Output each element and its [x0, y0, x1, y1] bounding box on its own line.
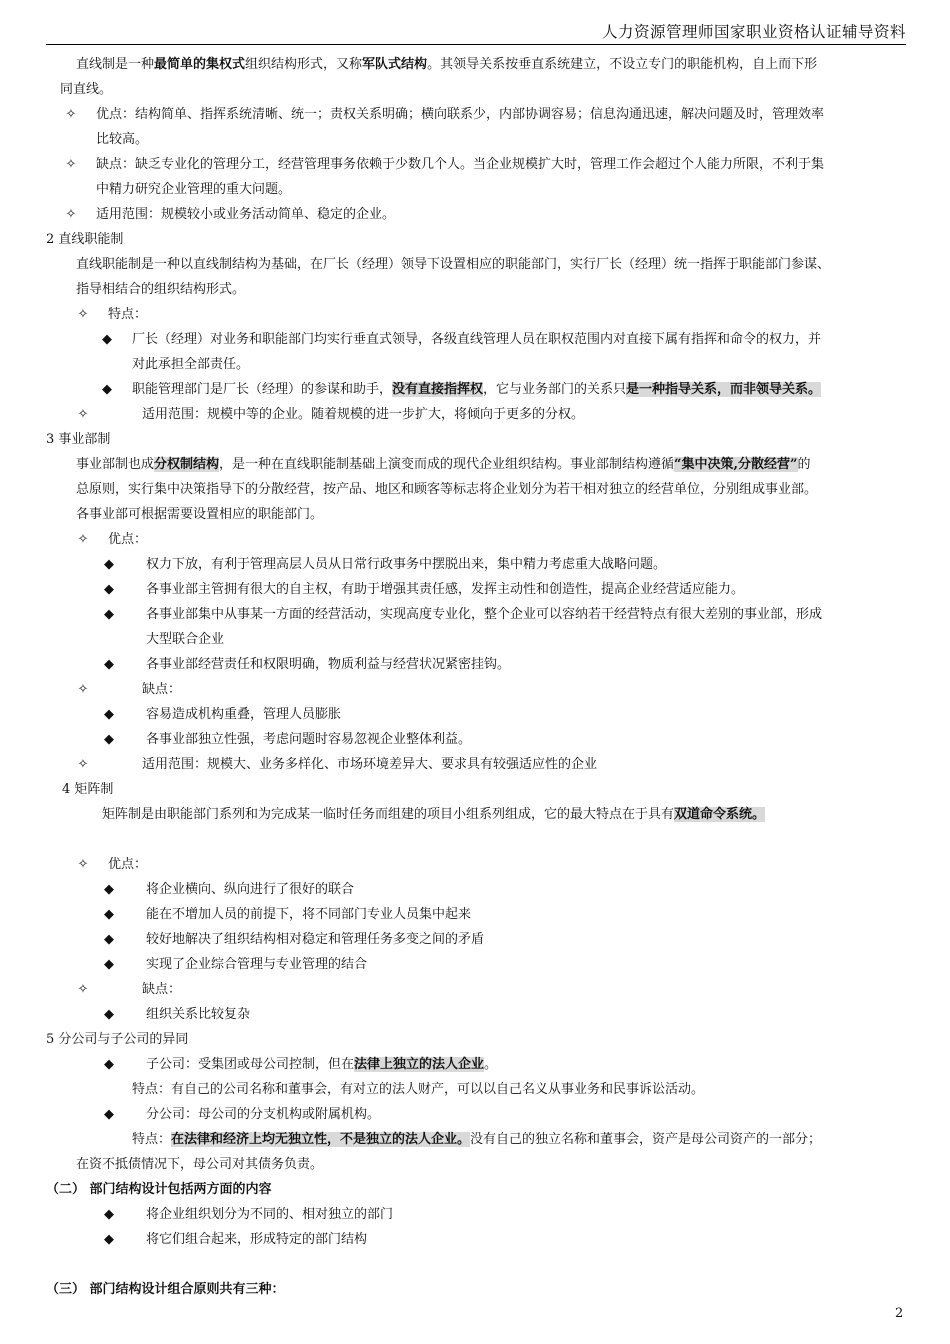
list-item	[100, 606, 118, 624]
list-item-text: 子公司：受集团或母公司控制，但在法律上独立的法人企业。	[146, 1057, 498, 1072]
list-item-text: 优点：	[108, 532, 148, 547]
list-item-text: 各事业部主管拥有很大的自主权，有助于增强其责任感，发挥主动性和创造性，提高企业经营适应能力。	[146, 582, 745, 597]
list-item-text: 大型联合企业	[146, 632, 225, 647]
list-item-text: 将它们组合起来，形成特定的部门结构	[146, 1232, 368, 1247]
diamond-bullet-icon: ◆	[104, 707, 114, 722]
list-item-text: 优点：结构简单、指挥系统清晰、统一；责权关系明确；横向联系少，内部协调容易；信息沟通迅速，解决问题及时，管理效率	[96, 107, 825, 122]
list-item	[100, 956, 118, 974]
list-item	[74, 531, 92, 549]
list-item	[100, 706, 118, 724]
paragraph-line: 特点：在法律和经济上均无独立性，不是独立的法人企业。没有自己的独立名称和董事会，资产是母公司资产的一部分；	[132, 1132, 822, 1147]
section-heading: 5 分公司与子公司的异同	[46, 1032, 189, 1047]
hollow-diamond-bullet-icon: ✧	[77, 307, 89, 322]
hollow-diamond-bullet-icon: ✧	[77, 982, 89, 997]
list-item-text: 较好地解决了组织结构相对稳定和管理任务多变之间的矛盾	[146, 932, 485, 947]
hollow-diamond-bullet-icon: ✧	[65, 157, 77, 172]
paragraph-line: 特点：有自己的公司名称和董事会，有对立的法人财产，可以以自己名义从事业务和民事诉讼活动。	[132, 1082, 705, 1097]
list-item	[62, 106, 80, 124]
paragraph-line: 在资不抵债情况下，母公司对其债务负责。	[76, 1157, 324, 1172]
header-title: 人力资源管理师国家职业资格认证辅导资料	[601, 23, 906, 41]
list-item-text: 适用范围：规模大、业务多样化、市场环境差异大、要求具有较强适应性的企业	[142, 757, 598, 772]
diamond-bullet-icon: ◆	[104, 932, 114, 947]
list-item-text: 能在不增加人员的前提下，将不同部门专业人员集中起来	[146, 907, 472, 922]
hollow-diamond-bullet-icon: ✧	[77, 857, 89, 872]
paragraph-line: 矩阵制是由职能部门系列和为完成某一临时任务而组建的项目小组系列组成，它的最大特点在于具有双道命令系统。	[102, 807, 766, 822]
diamond-bullet-icon: ◆	[104, 732, 114, 747]
diamond-bullet-icon: ◆	[102, 382, 112, 397]
list-item-text: 组织关系比较复杂	[146, 1007, 251, 1022]
list-item	[100, 906, 118, 924]
list-item-text: 对此承担全部责任。	[132, 357, 250, 372]
list-item-text: 缺点：	[142, 682, 182, 697]
list-item	[100, 1056, 118, 1074]
list-item-text: 各事业部独立性强，考虑问题时容易忽视企业整体利益。	[146, 732, 472, 747]
diamond-bullet-icon: ◆	[104, 557, 114, 572]
list-item	[98, 381, 116, 399]
list-item-text: 比较高。	[96, 132, 149, 147]
list-item	[100, 1231, 118, 1249]
diamond-bullet-icon: ◆	[104, 1232, 114, 1247]
list-item-text: 厂长（经理）对业务和职能部门均实行垂直式领导，各级直线管理人员在职权范围内对直接下属有指挥和命令的权力，并	[132, 332, 822, 347]
paragraph-line: 事业部制也成分权制结构，是一种在直线职能制基础上演变而成的现代企业组织结构。事业部制结构遵循“集中决策,分散经营”的	[76, 457, 811, 472]
list-item	[62, 156, 80, 174]
hollow-diamond-bullet-icon: ✧	[65, 107, 77, 122]
paragraph-line: 各事业部可根据需要设置相应的职能部门。	[76, 507, 324, 522]
hollow-diamond-bullet-icon: ✧	[77, 757, 89, 772]
page-header	[46, 22, 906, 45]
list-item-text: 权力下放，有利于管理高层人员从日常行政事务中摆脱出来，集中精力考虑重大战略问题。	[146, 557, 667, 572]
list-item-text: 各事业部集中从事某一方面的经营活动，实现高度专业化，整个企业可以容纳若干经营特点有很大差别的事业部，形成	[146, 607, 823, 622]
diamond-bullet-icon: ◆	[104, 1107, 114, 1122]
diamond-bullet-icon: ◆	[104, 1057, 114, 1072]
list-item-text: 容易造成机构重叠，管理人员膨胀	[146, 707, 342, 722]
diamond-bullet-icon: ◆	[104, 582, 114, 597]
list-item-text: 中精力研究企业管理的重大问题。	[96, 182, 292, 197]
hollow-diamond-bullet-icon: ✧	[65, 207, 77, 222]
hollow-diamond-bullet-icon: ✧	[77, 682, 89, 697]
section-heading: （二） 部门结构设计包括两方面的内容	[46, 1182, 272, 1197]
list-item-text: 缺点：缺乏专业化的管理分工，经营管理事务依赖于少数几个人。当企业规模扩大时，管理工作会超过个人能力所限，不利于集	[96, 157, 825, 172]
list-item	[100, 556, 118, 574]
list-item	[74, 306, 92, 324]
list-item-text: 适用范围：规模中等的企业。随着规模的进一步扩大，将倾向于更多的分权。	[142, 407, 585, 422]
list-item	[100, 731, 118, 749]
diamond-bullet-icon: ◆	[104, 607, 114, 622]
list-item	[100, 1206, 118, 1224]
list-item	[74, 981, 92, 999]
list-item-text: 特点：	[108, 307, 148, 322]
list-item	[98, 331, 116, 349]
diamond-bullet-icon: ◆	[104, 657, 114, 672]
list-item	[74, 681, 92, 699]
diamond-bullet-icon: ◆	[104, 882, 114, 897]
diamond-bullet-icon: ◆	[102, 332, 112, 347]
list-item	[100, 656, 118, 674]
list-item	[100, 581, 118, 599]
section-heading: 3 事业部制	[46, 432, 111, 447]
diamond-bullet-icon: ◆	[104, 907, 114, 922]
paragraph-line: 指导相结合的组织结构形式。	[76, 282, 246, 297]
list-item-text: 优点：	[108, 857, 148, 872]
list-item-text: 缺点：	[142, 982, 182, 997]
list-item-text: 适用范围：规模较小或业务活动简单、稳定的企业。	[96, 207, 396, 222]
diamond-bullet-icon: ◆	[104, 957, 114, 972]
list-item	[74, 406, 92, 424]
list-item-text: 各事业部经营责任和权限明确，物质利益与经营状况紧密挂钩。	[146, 657, 511, 672]
diamond-bullet-icon: ◆	[104, 1207, 114, 1222]
list-item	[74, 856, 92, 874]
hollow-diamond-bullet-icon: ✧	[77, 407, 89, 422]
list-item-text: 职能管理部门是厂长（经理）的参谋和助手，没有直接指挥权，它与业务部门的关系只是一种指导关系，而非领导关系。	[132, 382, 822, 397]
list-item-text: 实现了企业综合管理与专业管理的结合	[146, 957, 368, 972]
paragraph-line: 直线职能制是一种以直线制结构为基础，在厂长（经理）领导下设置相应的职能部门，实行厂长（经理）统一指挥于职能部门参谋、	[76, 257, 831, 272]
paragraph-line: 直线制是一种最简单的集权式组织结构形式，又称军队式结构。其领导关系按垂直系统建立，不设立专门的职能机构，自上而下形	[76, 57, 818, 72]
list-item-text: 分公司：母公司的分支机构或附属机构。	[146, 1107, 381, 1122]
diamond-bullet-icon: ◆	[104, 1007, 114, 1022]
paragraph-line: 总原则，实行集中决策指导下的分散经营，按产品、地区和顾客等标志将企业划分为若干相对独立的经营单位，分别组成事业部。	[76, 482, 818, 497]
hollow-diamond-bullet-icon: ✧	[77, 532, 89, 547]
list-item-text: 将企业横向、纵向进行了很好的联合	[146, 882, 355, 897]
list-item-text: 将企业组织划分为不同的、相对独立的部门	[146, 1207, 394, 1222]
list-item	[74, 756, 92, 774]
paragraph-line: 同直线。	[60, 82, 113, 97]
list-item	[100, 881, 118, 899]
list-item	[62, 206, 80, 224]
list-item	[100, 1106, 118, 1124]
section-heading: 4 矩阵制	[62, 782, 114, 797]
section-heading: 2 直线职能制	[46, 232, 124, 247]
list-item	[100, 1006, 118, 1024]
section-heading: （三） 部门结构设计组合原则共有三种：	[46, 1282, 285, 1297]
page-number: 2	[895, 1306, 904, 1321]
list-item	[100, 931, 118, 949]
